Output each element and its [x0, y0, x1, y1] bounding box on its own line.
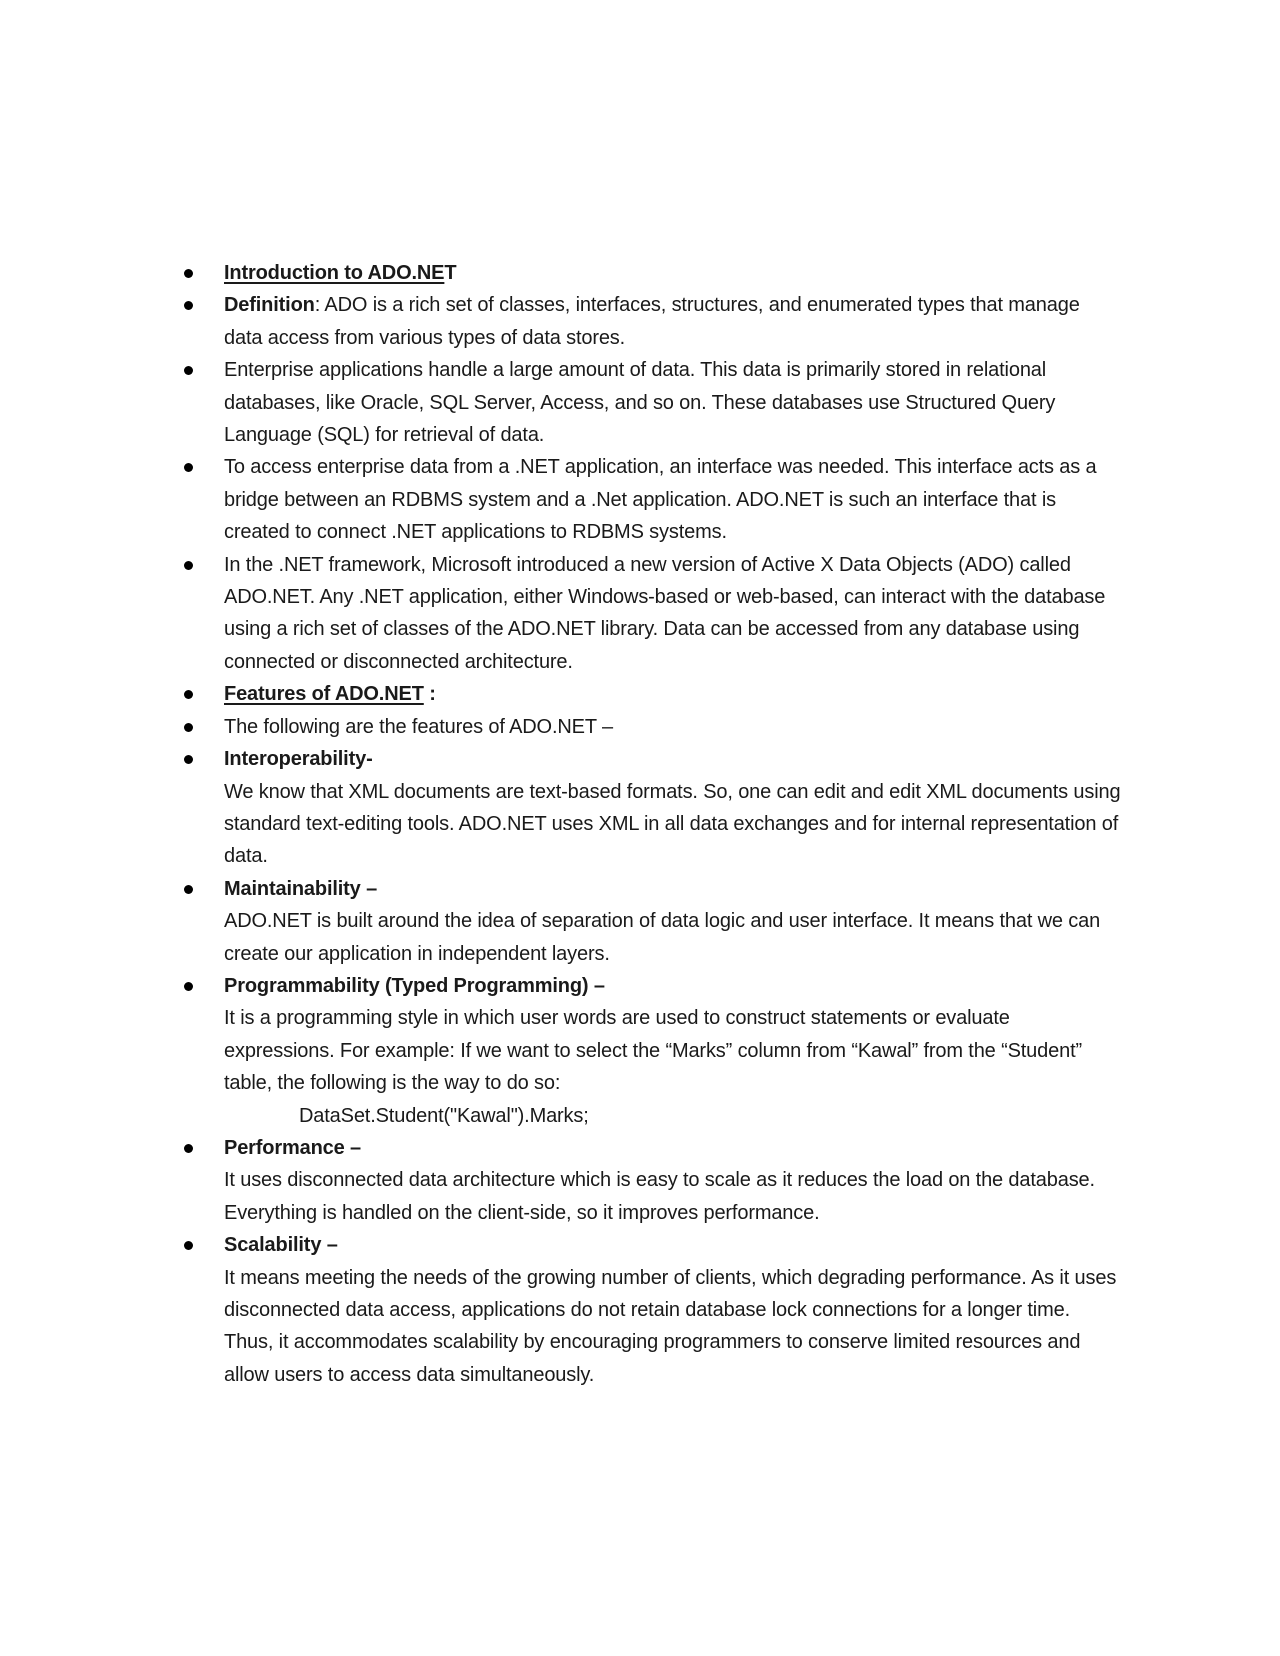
code-example: DataSet.Student("Kawal").Marks;: [299, 1104, 589, 1127]
bullet-icon: [184, 885, 193, 894]
feature-text: We know that XML documents are text-based formats. So, one can edit and edit XML documents using standard text-editing tools. ADO.NET uses XML in all data exchanges and for internal representation of data.: [224, 780, 1121, 868]
bullet-icon: [184, 301, 193, 310]
feature-title: Programmability (Typed Programming) –: [224, 974, 605, 997]
feature-title: Scalability –: [224, 1234, 338, 1257]
features-colon: :: [423, 683, 436, 706]
list-item-features-intro: [183, 711, 1123, 743]
bullet-icon: [184, 463, 193, 472]
feature-title: Interoperability-: [224, 748, 373, 771]
bullet-icon: [184, 690, 193, 699]
bullet-icon: [184, 1241, 193, 1250]
list-item-features-heading: [183, 678, 1123, 710]
list-item-interoperability: [183, 743, 1123, 873]
feature-text: It uses disconnected data architecture which is easy to scale as it reduces the load on the database. Everything is handled on the client-side, so it improves performance.: [224, 1169, 1095, 1224]
definition-label: Definition: [224, 294, 315, 317]
feature-title: Performance –: [224, 1136, 362, 1159]
feature-title: Maintainability –: [224, 877, 378, 900]
feature-text: It means meeting the needs of the growing number of clients, which degrading performance. As it uses disconnected data access, applications do not retain database lock connections for a longer time. Thus, it accommodates scalability by encouraging programmers to conserve limited resources and allow users to access data simultaneously.: [224, 1266, 1117, 1386]
bullet-icon: [184, 1144, 193, 1153]
list-item-maintainability: [183, 873, 1123, 970]
list-item-performance: [183, 1132, 1123, 1229]
features-heading: Features of ADO.NET: [224, 683, 424, 706]
bullet-icon: [184, 982, 193, 991]
bullet-icon: [184, 269, 193, 278]
access-text: To access enterprise data from a .NET application, an interface was needed. This interface acts as a bridge between an RDBMS system and a .Net application. ADO.NET is such an interface that is created to connect .NET applications to RDBMS systems.: [224, 456, 1097, 544]
feature-text: ADO.NET is built around the idea of separation of data logic and user interface. It means that we can create our application in independent layers.: [224, 910, 1101, 965]
list-item-enterprise: [183, 354, 1123, 451]
list-item-programmability: [183, 970, 1123, 1132]
bullet-list: [183, 257, 1123, 1391]
bullet-icon: [184, 723, 193, 732]
list-item-definition: [183, 289, 1123, 354]
bullet-icon: [184, 755, 193, 764]
list-item-introduction: [183, 257, 1123, 289]
bullet-icon: [184, 561, 193, 570]
list-item-scalability: [183, 1229, 1123, 1391]
enterprise-text: Enterprise applications handle a large amount of data. This data is primarily stored in relational databases, like Oracle, SQL Server, Access, and so on. These databases use Structured Query Language (SQL) for retrieval of data.: [224, 359, 1056, 447]
definition-text: : ADO is a rich set of classes, interfaces, structures, and enumerated types that manage data access from various types of data stores.: [224, 294, 1080, 349]
intro-heading: Introduction to ADO.NET: [224, 262, 457, 284]
framework-text: In the .NET framework, Microsoft introduced a new version of Active X Data Objects (ADO) called ADO.NET. Any .NET application, either Windows-based or web-based, can interact with the database using a rich set of classes of the ADO.NET library. Data can be accessed from any database using connected or disconnected architecture.: [224, 553, 1106, 673]
list-item-framework: [183, 549, 1123, 679]
list-item-access: [183, 451, 1123, 548]
bullet-icon: [184, 366, 193, 375]
features-intro: The following are the features of ADO.NET –: [224, 715, 613, 738]
feature-text: It is a programming style in which user words are used to construct statements or evaluate expressions. For example: If we want to select the “Marks” column from “Kawal” from the “Student” table, the following is the way to do so:: [224, 1007, 1082, 1095]
